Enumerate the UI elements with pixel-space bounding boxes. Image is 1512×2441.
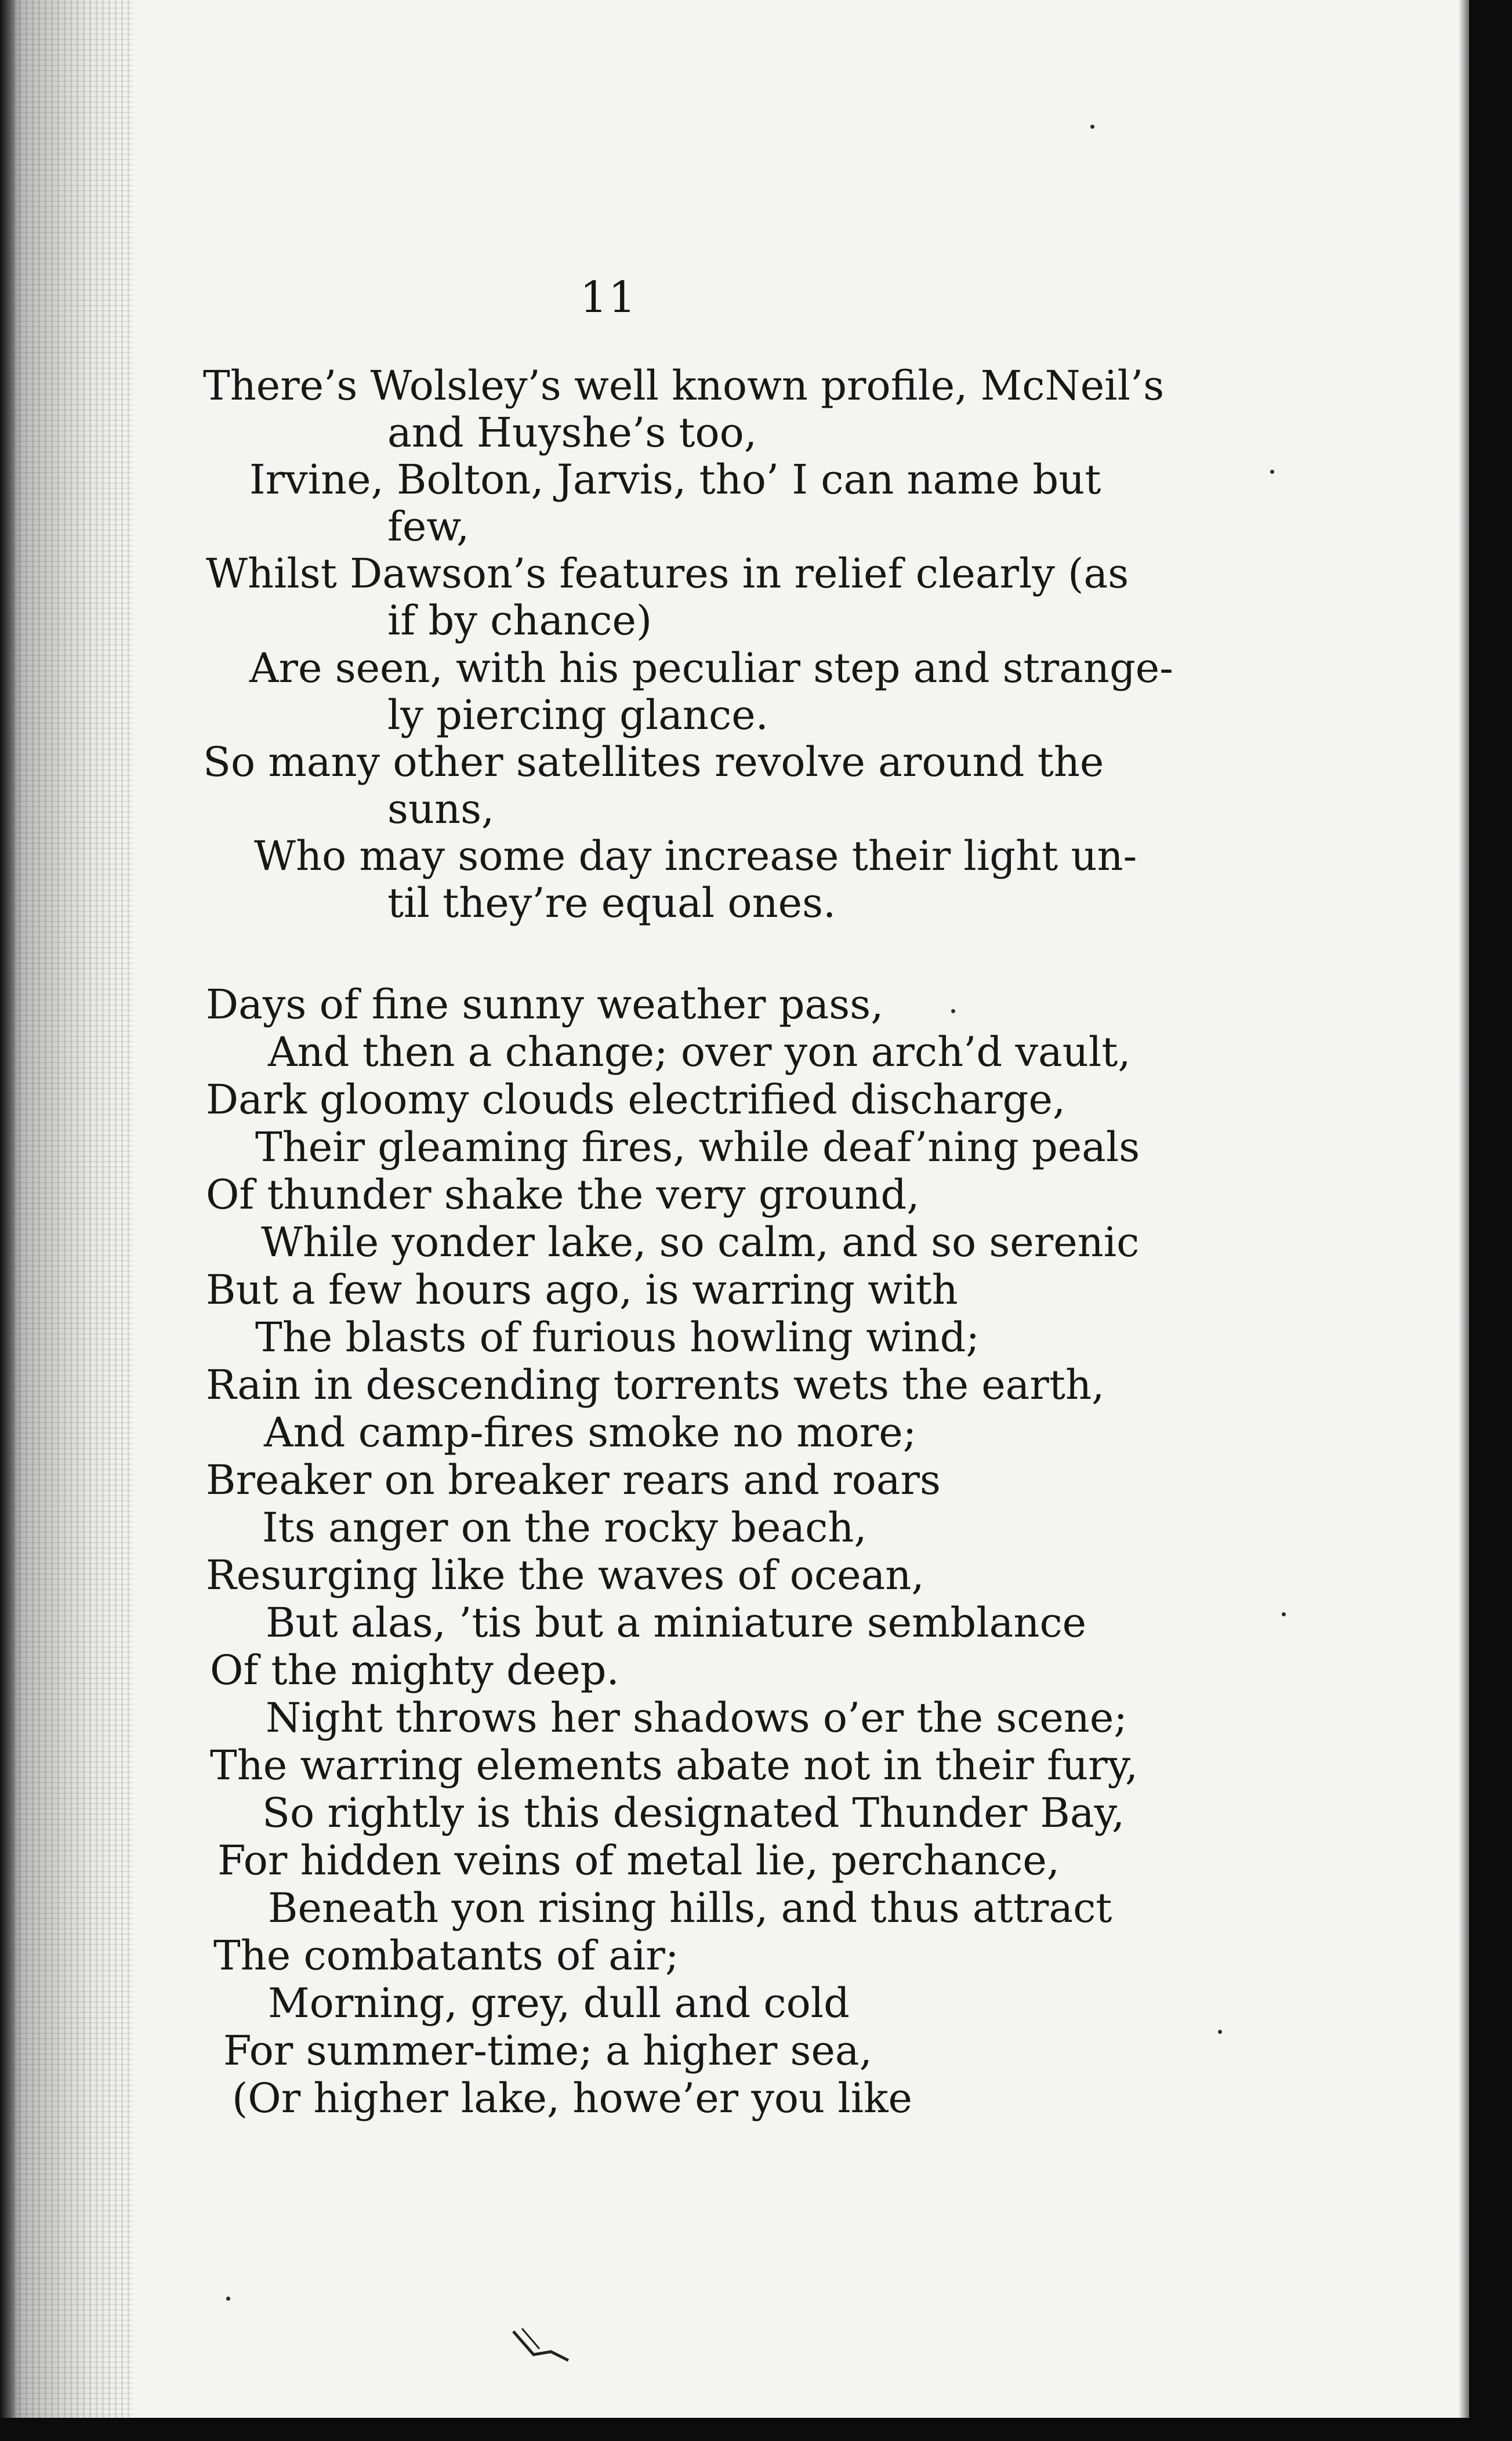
poem-line: Irvine, Bolton, Jarvis, tho’ I can name but xyxy=(249,456,1101,503)
poem-line: Resurging like the waves of ocean, xyxy=(206,1551,924,1599)
poem-line: ly piercing glance. xyxy=(387,691,768,739)
poem-line: Night throws her shadows o’er the scene; xyxy=(266,1694,1127,1742)
poem-line: Breaker on breaker rears and roars xyxy=(206,1456,941,1504)
poem-line: Are seen, with his peculiar step and strange- xyxy=(249,644,1173,692)
poem-line: Whilst Dawson’s features in relief clearly (as xyxy=(206,550,1129,597)
poem-line: (Or higher lake, howe’er you like xyxy=(232,2074,912,2122)
poem-line: The warring elements abate not in their fury, xyxy=(210,1742,1138,1789)
poem-line: Of thunder shake the very ground, xyxy=(206,1171,920,1218)
printer-ornament-mark xyxy=(510,2326,574,2366)
poem-line: So rightly is this designated Thunder Bay, xyxy=(262,1789,1125,1837)
poem-line: And then a change; over yon arch’d vault, xyxy=(268,1028,1131,1076)
poem-line: And camp-fires smoke no more; xyxy=(264,1409,917,1456)
right-scan-border xyxy=(1469,0,1512,2441)
poem-line: But alas, ’tis but a miniature semblance xyxy=(266,1599,1087,1646)
page-number: 11 xyxy=(580,273,637,322)
poem-line: For hidden veins of metal lie, perchance, xyxy=(217,1837,1060,1884)
bottom-scan-border xyxy=(0,2418,1512,2441)
poem-line: Rain in descending torrents wets the earth, xyxy=(206,1361,1105,1409)
page-gutter-shadow xyxy=(0,0,133,2441)
left-binding-edge xyxy=(0,0,16,2441)
poem-line: Days of fine sunny weather pass, xyxy=(206,981,884,1028)
print-speck xyxy=(1282,1612,1286,1616)
poem-line: Of the mighty deep. xyxy=(210,1646,619,1694)
poem-line: til they’re equal ones. xyxy=(387,879,836,927)
poem-line: But a few hours ago, is warring with xyxy=(206,1266,958,1314)
poem-line: if by chance) xyxy=(387,597,652,644)
poem-line: suns, xyxy=(387,785,495,833)
poem-line: Morning, grey, dull and cold xyxy=(268,1979,850,2027)
poem-line: and Huyshe’s too, xyxy=(387,409,757,456)
poem-line: While yonder lake, so calm, and so serenic xyxy=(261,1218,1140,1266)
poem-line: The blasts of furious howling wind; xyxy=(255,1314,980,1361)
print-speck xyxy=(1090,125,1094,129)
poem-line: few, xyxy=(387,503,470,550)
poem-line: Their gleaming fires, while deaf’ning peals xyxy=(255,1123,1140,1171)
poem-line: The combatants of air; xyxy=(213,1932,679,1979)
print-speck xyxy=(226,2297,230,2301)
poem-line: Who may some day increase their light un- xyxy=(254,832,1137,880)
poem-line: So many other satellites revolve around the xyxy=(203,738,1104,786)
poem-line: Beneath yon rising hills, and thus attract xyxy=(268,1884,1112,1932)
print-speck xyxy=(1270,470,1274,474)
print-speck xyxy=(1218,2030,1222,2034)
poem-line: Dark gloomy clouds electrified discharge, xyxy=(206,1076,1066,1123)
poem-line: For summer-time; a higher sea, xyxy=(223,2027,872,2074)
poem-line: There’s Wolsley’s well known profile, McNeil’s xyxy=(203,362,1165,409)
poem-line: Its anger on the rocky beach, xyxy=(262,1504,867,1551)
print-speck xyxy=(951,1009,955,1013)
